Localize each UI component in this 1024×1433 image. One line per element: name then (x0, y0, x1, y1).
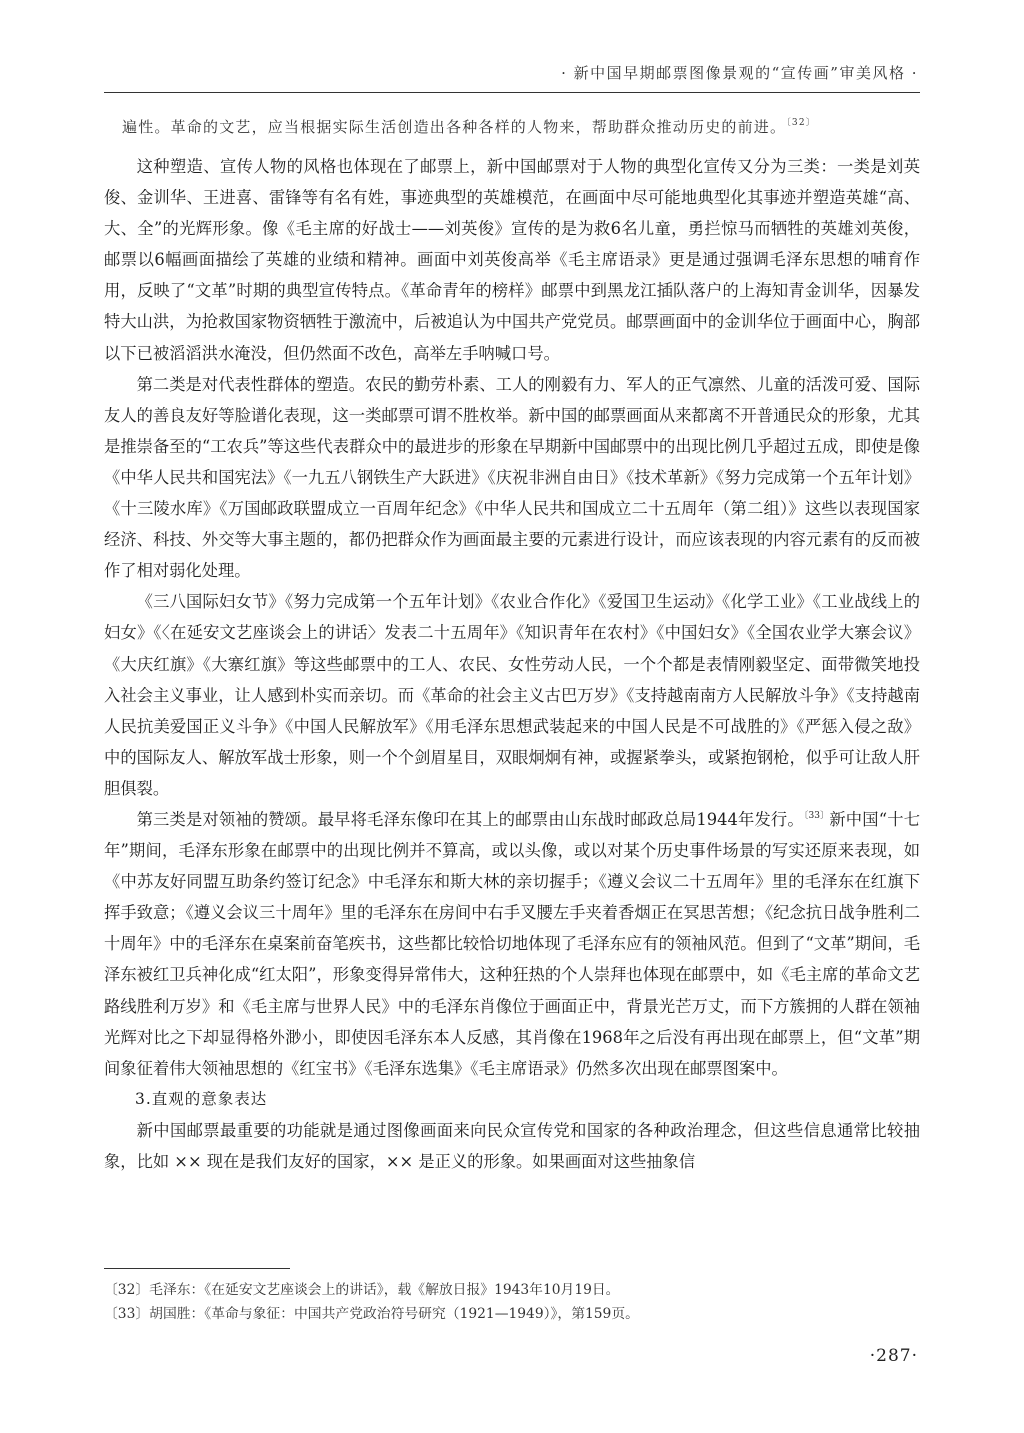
page-number: ·287· (869, 1346, 918, 1366)
paragraph-stamp-examples: 《三八国际妇女节》《努力完成第一个五年计划》《农业合作化》《爱国卫生运动》《化学工业》《工业战线上的妇女》《〈在延安文艺座谈会上的讲话〉发表二十五周年》《知识青年在农村》《中国妇女》《全国农业学大寨会议》《大庆红旗》《大寨红旗》等这些邮票中的工人、农民、女性劳动人民，一个个都是表情刚毅坚定、面带微笑地投入社会主义事业，让人感到朴实而亲切。而《革命的社会主义古巴万岁》《支持越南南方人民解放斗争》《支持越南人民抗美爱国正义斗争》《中国人民解放军》《用毛泽东思想武装起来的中国人民是不可战胜的》《严惩入侵之敌》中的国际友人、解放军战士形象，则一个个剑眉星目，双眼炯炯有神，或握紧拳头，或紧抱钢枪，似乎可让敌人肝胆俱裂。 (104, 592, 920, 798)
paragraph-third-category (104, 804, 920, 1084)
paragraph-second-category: 第二类是对代表性群体的塑造。农民的勤劳朴素、工人的刚毅有力、军人的正气凛然、儿童的活泼可爱、国际友人的善良友好等脸谱化表现，这一类邮票可谓不胜枚举。新中国的邮票画面从来都离不开普通民众的形象，尤其是推崇备至的“工农兵”等这些代表群众中的最进步的形象在早期新中国邮票中的出现比例几乎超过五成，即使是像《中华人民共和国宪法》《一九五八钢铁生产大跃进》《庆祝非洲自由日》《技术革新》《努力完成第一个五年计划》《十三陵水库》《万国邮政联盟成立一百周年纪念》《中华人民共和国成立二十五周年（第二组）》这些以表现国家经济、科技、外交等大事主题的，都仍把群众作为画面最主要的元素进行设计，而应该表现的内容元素有的反而被作了相对弱化处理。 (104, 374, 920, 581)
quotation-text: 遍性。革命的文艺，应当根据实际生活创造出各种各样的人物来，帮助群众推动历史的前进。 (122, 118, 787, 136)
footnote-33: 〔33〕胡国胜：《革命与象征：中国共产党政治符号研究（1921—1949）》，第159页。 (104, 1306, 639, 1322)
article-body (104, 112, 920, 1177)
footnote-ref-32[interactable]: 〔32〕 (786, 118, 816, 128)
footnotes (104, 1278, 920, 1326)
section-subheading: 3.直观的意象表达 (135, 1089, 268, 1108)
header-rule (104, 92, 920, 93)
quotation-continuation (104, 112, 920, 143)
footnote-ref-33[interactable]: 〔33〕 (803, 810, 830, 821)
paragraph-third-continued: 新中国“十七年”期间，毛泽东形象在邮票中的出现比例并不算高，或以头像，或以对某个历史事件场景的写实还原来表现，如《中苏友好同盟互助条约签订纪念》中毛泽东和斯大林的亲切握手；《遵义会议二十五周年》里的毛泽东在红旗下挥手致意；《遵义会议三十周年》里的毛泽东在房间中右手叉腰左手夹着香烟正在冥思苦想；《纪念抗日战争胜利二十周年》中的毛泽东在桌案前奋笔疾书，这些都比较恰切地体现了毛泽东应有的领袖风范。但到了“文革”期间，毛泽东被红卫兵神化成“红太阳”，形象变得异常伟大，这种狂热的个人崇拜也体现在邮票中，如《毛主席的革命文艺路线胜利万岁》和《毛主席与世界人民》中的毛泽东肖像位于画面正中，背景光芒万丈，而下方簇拥的人群在领袖光辉对比之下却显得格外渺小，即使因毛泽东本人反感，其肖像在1968年之后没有再出现在邮票上，但“文革”期间象征着伟大领袖思想的《红宝书》《毛泽东选集》《毛主席语录》仍然多次出现在邮票图案中。 (104, 809, 920, 1078)
footnote-32: 〔32〕毛泽东：《在延安文艺座谈会上的讲话》，载《解放日报》1943年10月19日。 (104, 1282, 620, 1298)
paragraph-first-category: 这种塑造、宣传人物的风格也体现在了邮票上，新中国邮票对于人物的典型化宣传又分为三类：一类是刘英俊、金训华、王进喜、雷锋等有名有姓，事迹典型的英雄模范，在画面中尽可能地典型化其事迹并塑造英雄“高、大、全”的光辉形象。像《毛主席的好战士——刘英俊》宣传的是为救6名儿童，勇拦惊马而牺牲的英雄刘英俊，邮票以6幅画面描绘了英雄的业绩和精神。画面中刘英俊高举《毛主席语录》更是通过强调毛泽东思想的哺育作用，反映了“文革”时期的典型宣传特点。《革命青年的榜样》邮票中到黑龙江插队落户的上海知青金训华，因暴发特大山洪，为抢救国家物资牺牲于激流中，后被追认为中国共产党党员。邮票画面中的金训华位于画面中心，胸部以下已被滔滔洪水淹没，但仍然面不改色，高举左手呐喊口号。 (104, 157, 920, 363)
paragraph-third-text: 第三类是对领袖的赞颂。最早将毛泽东像印在其上的邮票由山东战时邮政总局1944年发行。 (136, 809, 804, 829)
running-head: · 新中国早期邮票图像景观的“宣传画”审美风格 · (561, 64, 918, 82)
footnote-rule (104, 1268, 290, 1269)
paragraph-closing: 新中国邮票最重要的功能就是通过图像画面来向民众宣传党和国家的各种政治理念，但这些信息通常比较抽象，比如 ×× 现在是我们友好的国家，×× 是正义的形象。如果画面对这些抽象信 (104, 1120, 920, 1171)
